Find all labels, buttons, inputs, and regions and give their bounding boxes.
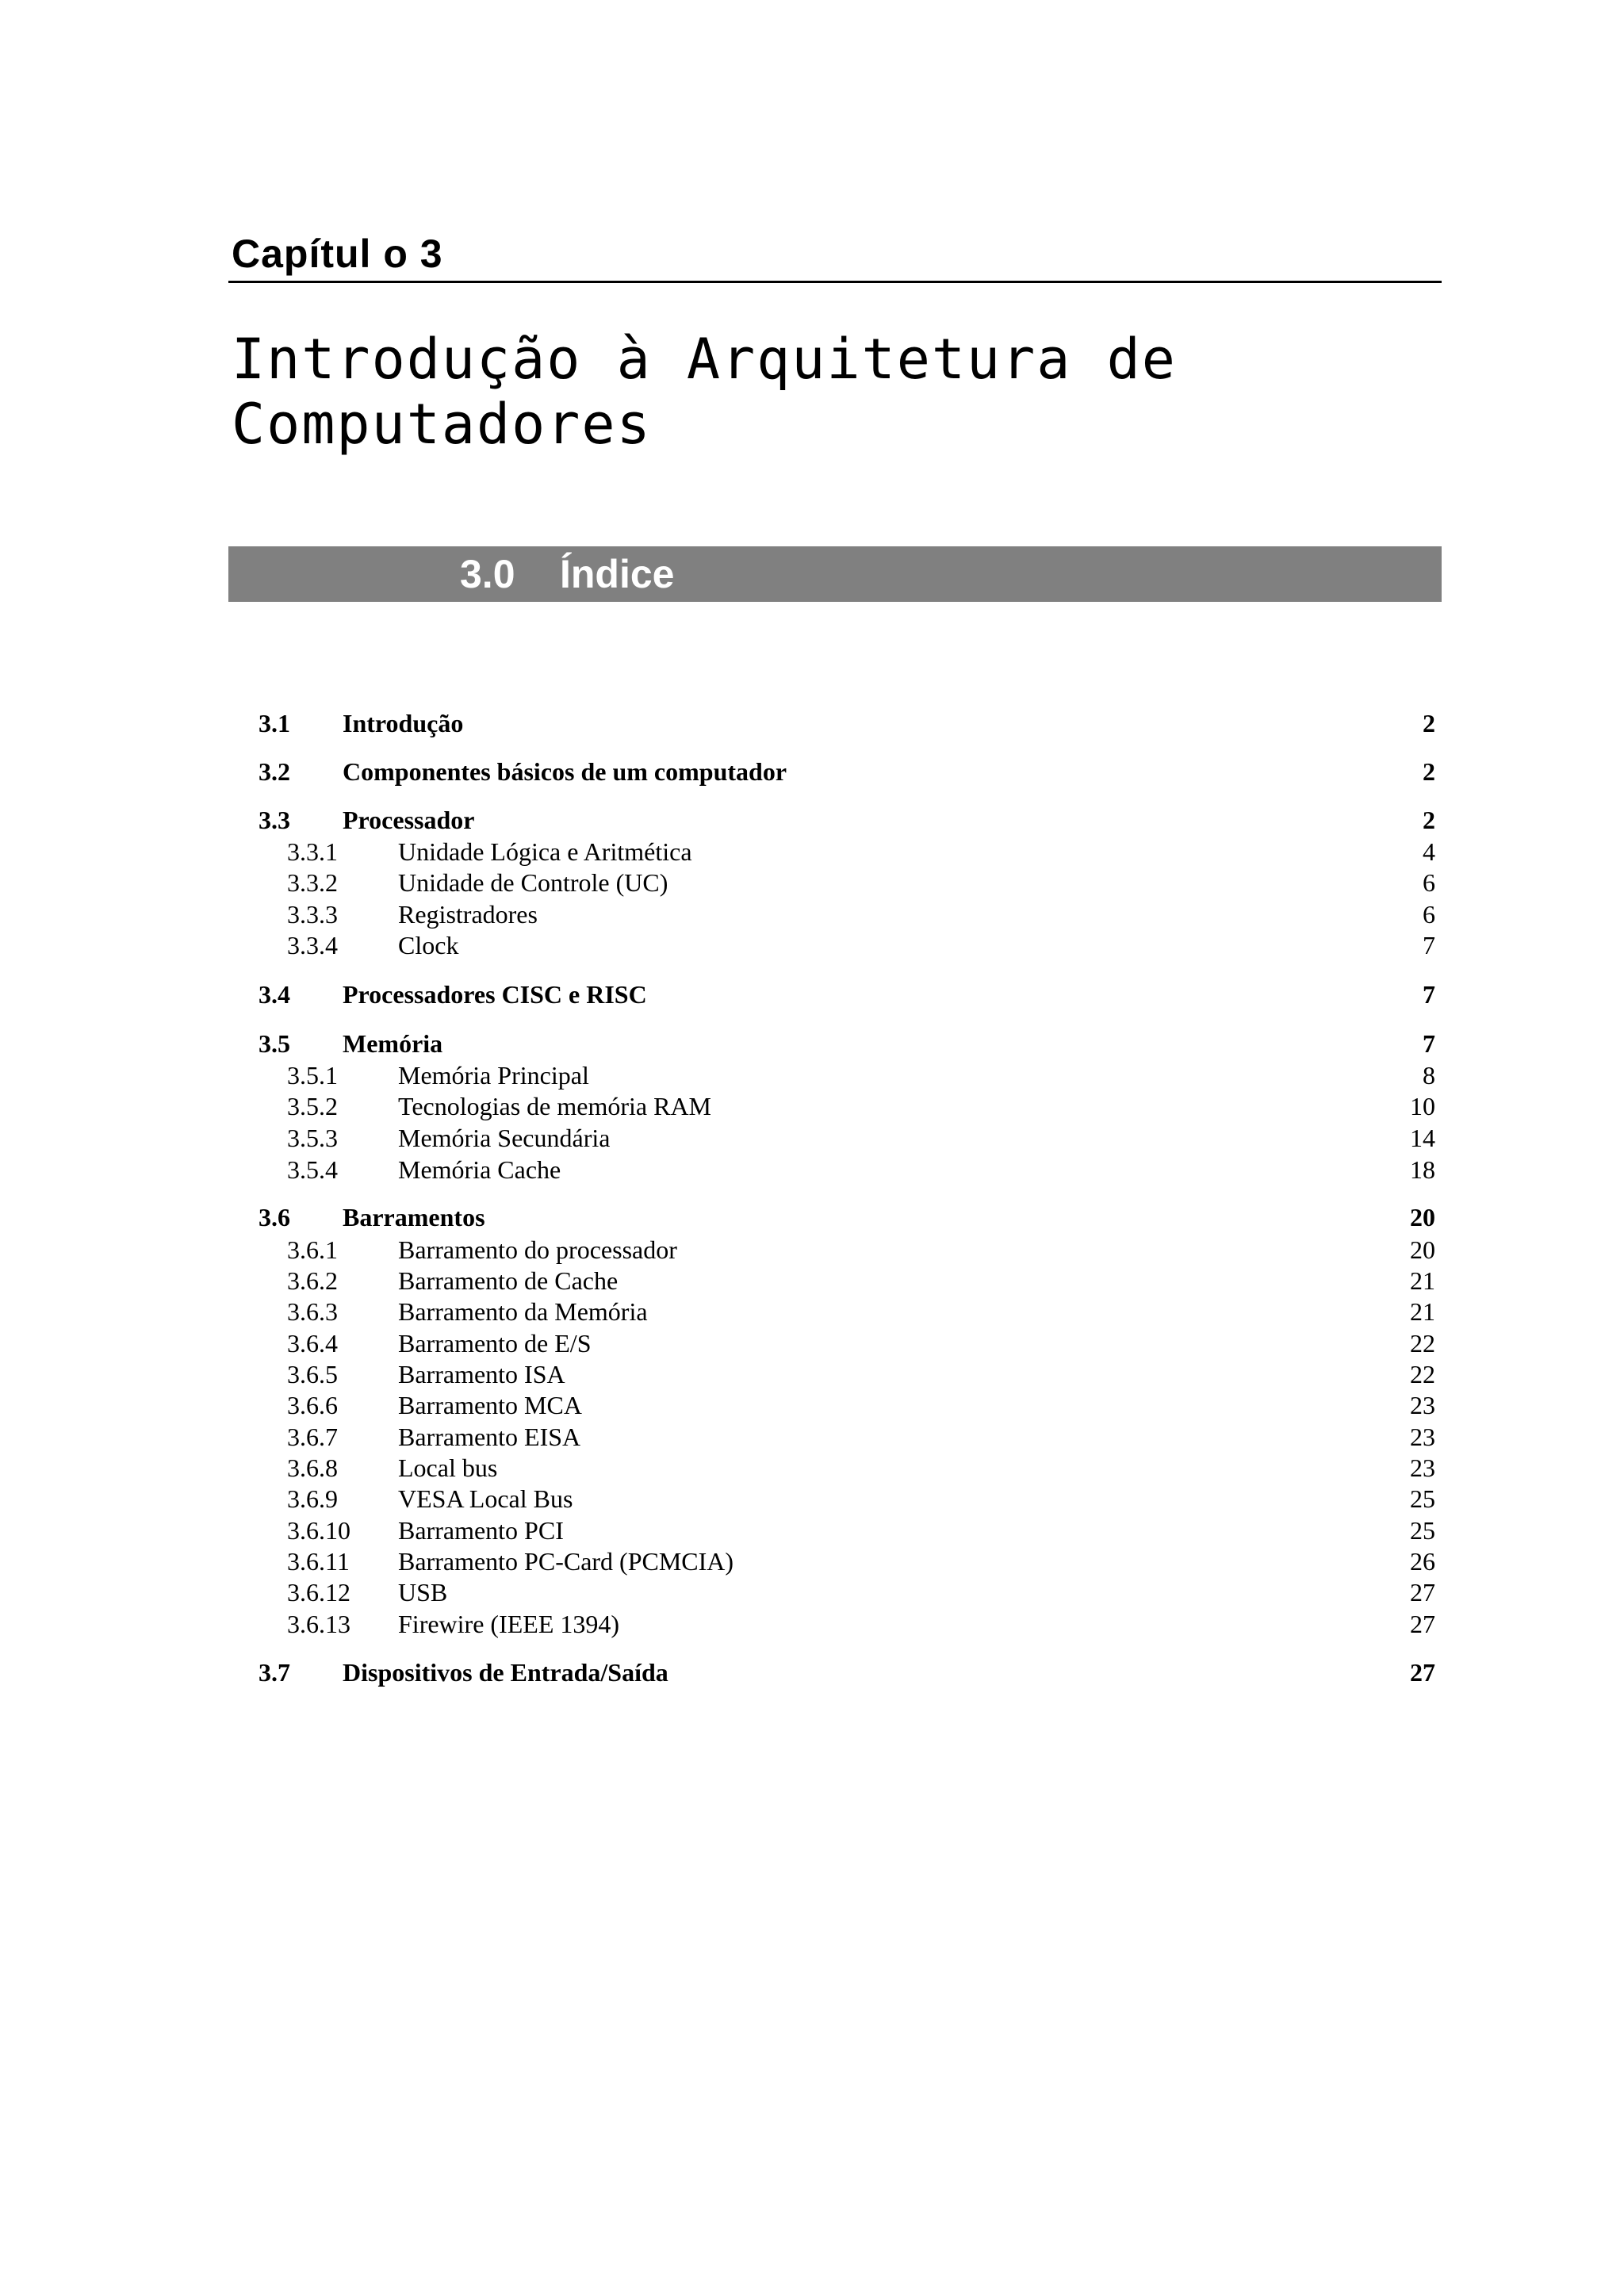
toc-entry[interactable]	[0, 978, 1624, 1010]
toc-entry[interactable]	[0, 1576, 1624, 1608]
chapter-title: Introdução à Arquitetura de Computadores	[232, 327, 1177, 457]
toc-entry[interactable]	[0, 1201, 1624, 1233]
toc-entry-page: 26	[1410, 1547, 1435, 1576]
toc-entry-number: 3.6.1	[287, 1235, 338, 1264]
toc-entry[interactable]	[0, 1122, 1624, 1154]
toc-entry-number: 3.5.3	[287, 1124, 338, 1152]
toc-entry-title: Barramento do processador	[398, 1235, 677, 1264]
toc-entry-title: Barramento de Cache	[398, 1266, 619, 1295]
toc-entry[interactable]	[0, 1608, 1624, 1640]
toc-entry-page: 25	[1410, 1484, 1435, 1513]
toc-entry-title: Memória Secundária	[398, 1124, 611, 1152]
toc-entry-page: 21	[1410, 1266, 1435, 1295]
toc-entry-title: USB	[398, 1578, 448, 1607]
toc-entry-title: Componentes básicos de um computador	[343, 757, 787, 786]
toc-entry-title: Processadores CISC e RISC	[343, 980, 647, 1009]
toc-entry-page: 25	[1410, 1516, 1435, 1545]
toc-entry[interactable]	[0, 1090, 1624, 1122]
toc-entry-page: 27	[1410, 1658, 1435, 1687]
toc-entry-title: Barramento EISA	[398, 1423, 581, 1451]
toc-entry-page: 6	[1423, 868, 1435, 897]
toc-entry-page: 2	[1423, 709, 1435, 737]
toc-entry-number: 3.6.12	[287, 1578, 350, 1607]
toc-entry[interactable]	[0, 1389, 1624, 1421]
toc-entry[interactable]	[0, 1421, 1624, 1453]
toc-entry-number: 3.6.6	[287, 1391, 338, 1419]
toc-entry-number: 3.6	[259, 1203, 290, 1231]
toc-entry-page: 4	[1423, 837, 1435, 866]
toc-entry-page: 21	[1410, 1297, 1435, 1326]
toc-entry-title: Barramento PCI	[398, 1516, 564, 1545]
toc-entry[interactable]	[0, 1327, 1624, 1359]
toc-entry-page: 23	[1410, 1391, 1435, 1419]
toc-entry-title: Barramento de E/S	[398, 1329, 592, 1358]
toc-entry-number: 3.3.3	[287, 900, 338, 929]
toc-entry-page: 10	[1410, 1092, 1435, 1120]
toc-entry-page: 22	[1410, 1329, 1435, 1358]
toc-entry[interactable]	[0, 898, 1624, 930]
toc-entry[interactable]	[0, 1656, 1624, 1688]
toc-entry[interactable]	[0, 1358, 1624, 1390]
toc-entry-page: 27	[1410, 1578, 1435, 1607]
toc-entry[interactable]	[0, 1296, 1624, 1327]
toc-entry-page: 23	[1410, 1453, 1435, 1482]
toc-entry-page: 7	[1423, 980, 1435, 1009]
toc-entry-title: Dispositivos de Entrada/Saída	[343, 1658, 668, 1687]
toc-entry[interactable]	[0, 756, 1624, 787]
toc-entry-number: 3.6.10	[287, 1516, 350, 1545]
toc-entry-title: Registradores	[398, 900, 538, 929]
toc-entry-title: VESA Local Bus	[398, 1484, 573, 1513]
toc-entry-number: 3.3.1	[287, 837, 338, 866]
toc-entry-number: 3.5	[259, 1029, 290, 1058]
toc-entry-title: Unidade Lógica e Aritmética	[398, 837, 692, 866]
toc-entry[interactable]	[0, 929, 1624, 961]
toc-entry-title: Memória Principal	[398, 1061, 589, 1090]
toc-entry-number: 3.2	[259, 757, 290, 786]
toc-entry-number: 3.6.7	[287, 1423, 338, 1451]
toc-entry-title: Barramento da Memória	[398, 1297, 648, 1326]
toc-entry-page: 7	[1423, 1029, 1435, 1058]
toc-entry[interactable]	[0, 1154, 1624, 1185]
toc-entry-page: 14	[1410, 1124, 1435, 1152]
toc-entry-title: Introdução	[343, 709, 464, 737]
toc-entry-number: 3.6.8	[287, 1453, 338, 1482]
toc-entry-number: 3.6.13	[287, 1610, 350, 1638]
toc-entry-page: 23	[1410, 1423, 1435, 1451]
toc-entry-page: 27	[1410, 1610, 1435, 1638]
toc-entry-number: 3.3.2	[287, 868, 338, 897]
toc-entry-number: 3.3	[259, 806, 290, 834]
toc-entry-number: 3.5.4	[287, 1155, 338, 1184]
toc-entry-number: 3.6.4	[287, 1329, 338, 1358]
toc-entry-number: 3.1	[259, 709, 290, 737]
toc-entry-page: 6	[1423, 900, 1435, 929]
section-title: Índice	[560, 552, 675, 596]
toc-entry-title: Processador	[343, 806, 475, 834]
toc-entry-title: Memória	[343, 1029, 443, 1058]
toc-entry[interactable]	[0, 1028, 1624, 1059]
section-number: 3.0	[460, 552, 515, 596]
toc-entry[interactable]	[0, 1483, 1624, 1515]
toc-entry-number: 3.4	[259, 980, 290, 1009]
toc-entry-page: 18	[1410, 1155, 1435, 1184]
toc-entry-page: 22	[1410, 1360, 1435, 1388]
toc-entry[interactable]	[0, 707, 1624, 739]
toc-entry-number: 3.5.1	[287, 1061, 338, 1090]
toc-entry-title: Local bus	[398, 1453, 498, 1482]
toc-entry-title: Unidade de Controle (UC)	[398, 868, 668, 897]
toc-entry[interactable]	[0, 1234, 1624, 1266]
toc-entry-page: 20	[1410, 1235, 1435, 1264]
toc-entry[interactable]	[0, 1059, 1624, 1091]
toc-entry-number: 3.3.4	[287, 931, 338, 959]
toc-entry-number: 3.7	[259, 1658, 290, 1687]
toc-entry[interactable]	[0, 1452, 1624, 1484]
toc-entry-page: 20	[1410, 1203, 1435, 1231]
toc-entry-number: 3.6.11	[287, 1547, 350, 1576]
toc-entry-number: 3.6.2	[287, 1266, 338, 1295]
toc-entry-title: Firewire (IEEE 1394)	[398, 1610, 620, 1638]
toc-entry-title: Barramento MCA	[398, 1391, 582, 1419]
toc-entry-page: 8	[1423, 1061, 1435, 1090]
chapter-label: Capítul o 3	[232, 232, 443, 276]
toc-entry-number: 3.6.5	[287, 1360, 338, 1388]
toc-entry-page: 2	[1423, 757, 1435, 786]
toc-entry[interactable]	[0, 867, 1624, 898]
toc-entry[interactable]	[0, 1545, 1624, 1577]
toc-entry-number: 3.6.9	[287, 1484, 338, 1513]
toc-entry-title: Barramento PC-Card (PCMCIA)	[398, 1547, 734, 1576]
toc-entry-number: 3.6.3	[287, 1297, 338, 1326]
toc-entry[interactable]	[0, 804, 1624, 836]
toc-entry[interactable]	[0, 1265, 1624, 1296]
toc-entry[interactable]	[0, 836, 1624, 867]
toc-entry-title: Memória Cache	[398, 1155, 561, 1184]
toc-entry-title: Clock	[398, 931, 459, 959]
toc-entry-page: 7	[1423, 931, 1435, 959]
toc-entry-title: Barramento ISA	[398, 1360, 565, 1388]
toc-entry-title: Barramentos	[343, 1203, 485, 1231]
toc-entry-number: 3.5.2	[287, 1092, 338, 1120]
toc-entry[interactable]	[0, 1515, 1624, 1546]
toc-entry-title: Tecnologias de memória RAM	[398, 1092, 711, 1120]
toc-entry-page: 2	[1423, 806, 1435, 834]
